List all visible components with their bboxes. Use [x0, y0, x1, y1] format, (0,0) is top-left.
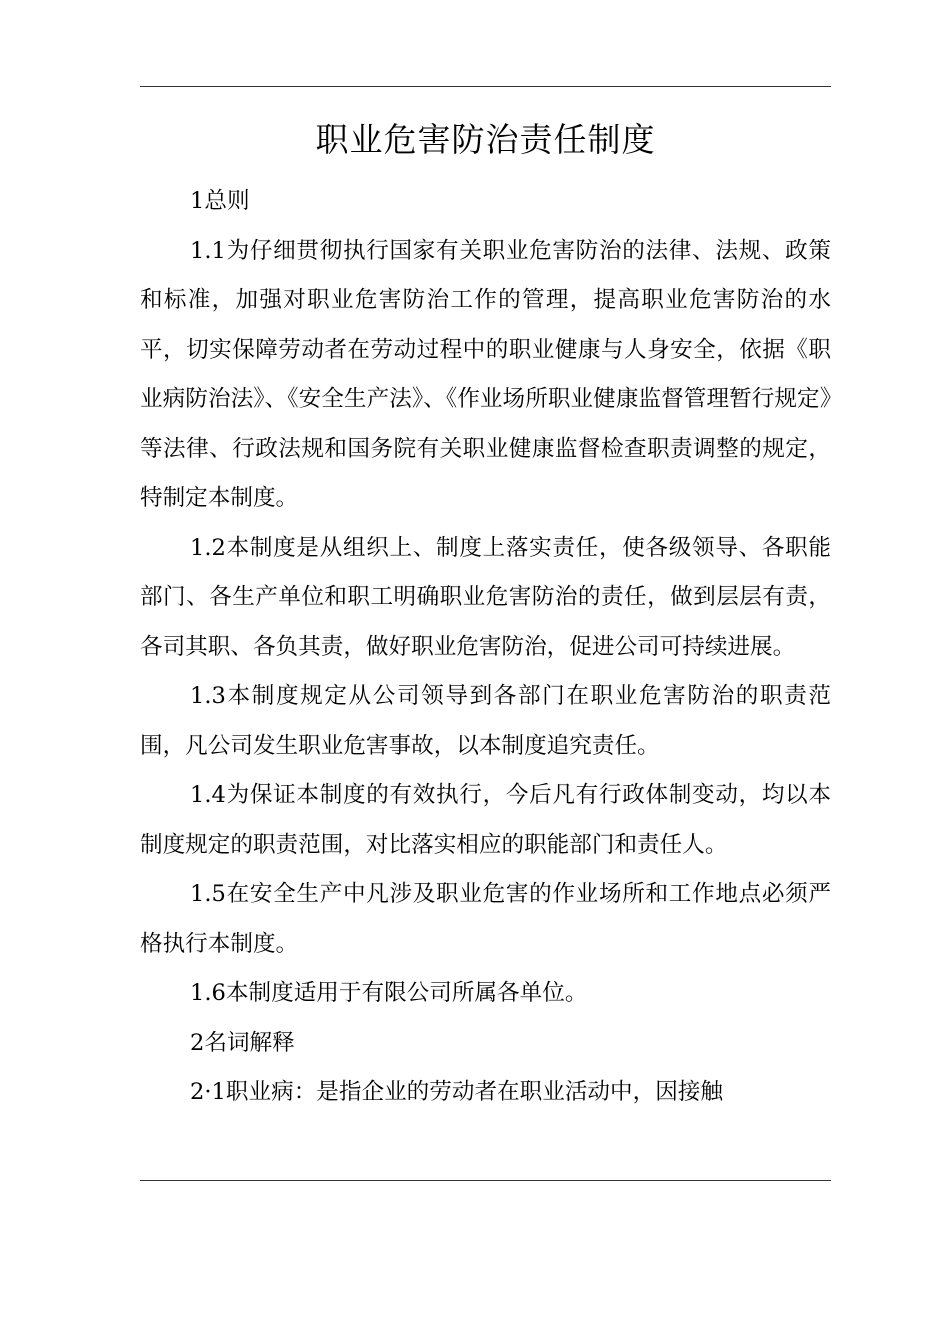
paragraph-1-2: 1.2本制度是从组织上、制度上落实责任，使各级领导、各职能部门、各生产单位和职工明确职业危害防治的责任，做到层层有责，各司其职、各负其责，做好职业危害防治，促进公司可持续进展。	[140, 534, 831, 660]
section-heading-terms: 2名词解释	[190, 1029, 295, 1056]
paragraph-1-1: 1.1为仔细贯彻执行国家有关职业危害防治的法律、法规、政策和标准，加强对职业危害防治工作的管理，提高职业危害防治的水平，切实保障劳动者在劳动过程中的职业健康与人身安全，依据《职业病防治法》、《安全生产法》、《作业场所职业健康监督管理暂行规定》等法律、行政法规和国务院有关职业健康监督检查职责调整的规定，特制定本制度。	[140, 237, 831, 511]
paragraph-1-5: 1.5在安全生产中凡涉及职业危害的作业场所和工作地点必须严格执行本制度。	[140, 881, 831, 957]
document-title: 职业危害防治责任制度	[315, 120, 656, 159]
header-rule	[140, 86, 831, 87]
document-body	[140, 177, 831, 1118]
paragraph-1-3: 1.3本制度规定从公司领导到各部门在职业危害防治的职责范围，凡公司发生职业危害事故，以本制度追究责任。	[140, 683, 831, 759]
footer-rule	[140, 1180, 831, 1181]
paragraph-2-1: 2·1职业病：是指企业的劳动者在职业活动中，因接触	[190, 1079, 723, 1105]
paragraph-1-4: 1.4为保证本制度的有效执行，今后凡有行政体制变动，均以本制度规定的职责范围，对比落实相应的职能部门和责任人。	[140, 782, 831, 858]
section-heading-general: 1总则	[190, 188, 250, 214]
paragraph-1-6: 1.6本制度适用于有限公司所属各单位。	[190, 980, 588, 1006]
